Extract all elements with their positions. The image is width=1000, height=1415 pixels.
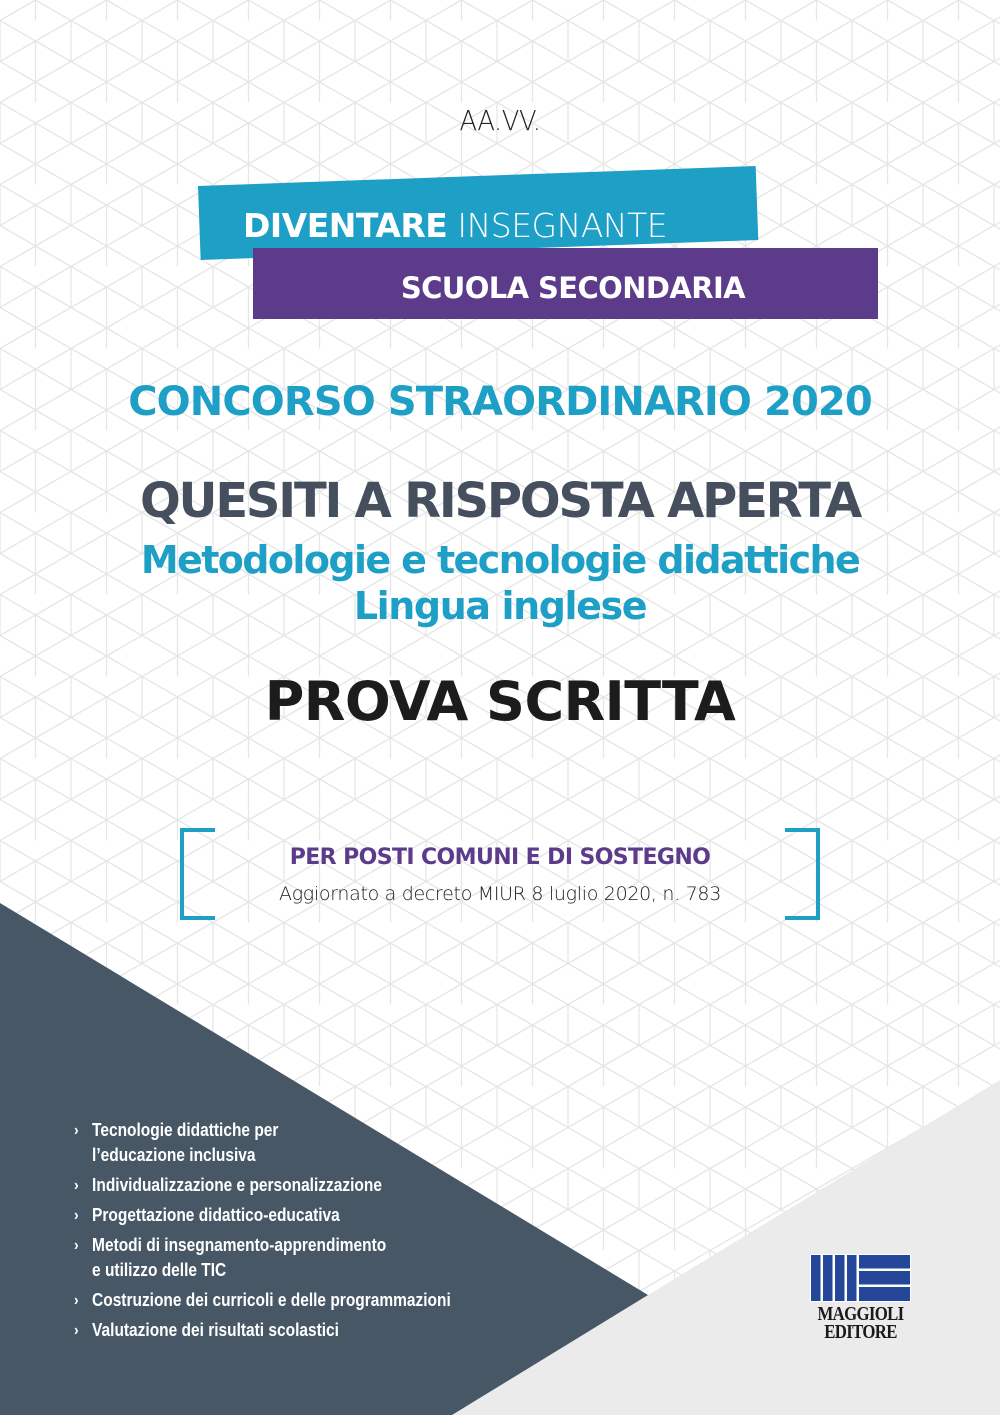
topic-text: Metodi di insegnamento-apprendimento <box>92 1235 387 1255</box>
maggioli-me-logo-icon <box>810 1254 911 1302</box>
scope-label: PER POSTI COMUNI E DI SOSTEGNO <box>289 845 711 870</box>
series-title-light: INSEGNANTE <box>457 206 668 245</box>
chevron-right-icon: › <box>74 1122 79 1139</box>
topic-item <box>74 1203 470 1228</box>
topic-item <box>74 1173 470 1198</box>
competition-title: CONCORSO STRAORDINARIO 2020 <box>128 379 872 425</box>
chevron-right-icon: › <box>74 1292 79 1309</box>
chevron-right-icon: › <box>74 1177 79 1194</box>
topic-text: Individualizzazione e personalizzazione <box>92 1175 382 1195</box>
topics-list <box>74 1118 534 1348</box>
topic-item <box>74 1318 470 1343</box>
topic-item <box>74 1233 470 1283</box>
subject-title-2: Lingua inglese <box>353 584 647 628</box>
topic-text: l’educazione inclusiva <box>92 1145 256 1165</box>
series-level: SCUOLA SECONDARIA <box>400 271 745 305</box>
publisher-logo <box>810 1254 911 1344</box>
main-title: QUESITI A RISPOSTA APERTA <box>139 473 861 529</box>
publisher-name-line-1: MAGGIOLI <box>817 1303 904 1325</box>
topic-text: e utilizzo delle TIC <box>92 1260 227 1280</box>
chevron-right-icon: › <box>74 1207 79 1224</box>
topic-text: Valutazione dei risultati scolastici <box>92 1320 339 1340</box>
subject-title-1: Metodologie e tecnologie didattiche <box>140 538 860 582</box>
topic-text: Tecnologie didattiche per <box>92 1120 279 1140</box>
chevron-right-icon: › <box>74 1237 79 1254</box>
update-note: Aggiornato a decreto MIUR 8 luglio 2020, n. 783 <box>279 883 721 905</box>
topic-text: Costruzione dei curricoli e delle programmazioni <box>92 1290 451 1310</box>
series-title-bold: DIVENTARE <box>243 206 448 245</box>
exam-title: PROVA SCRITTA <box>264 670 736 733</box>
topic-item <box>74 1118 470 1168</box>
topic-item <box>74 1288 470 1313</box>
chevron-right-icon: › <box>74 1322 79 1339</box>
series-title <box>243 204 723 248</box>
topic-text: Progettazione didattico-educativa <box>92 1205 340 1225</box>
author: AA.VV. <box>459 104 541 137</box>
publisher-name-line-2: EDITORE <box>824 1321 897 1343</box>
